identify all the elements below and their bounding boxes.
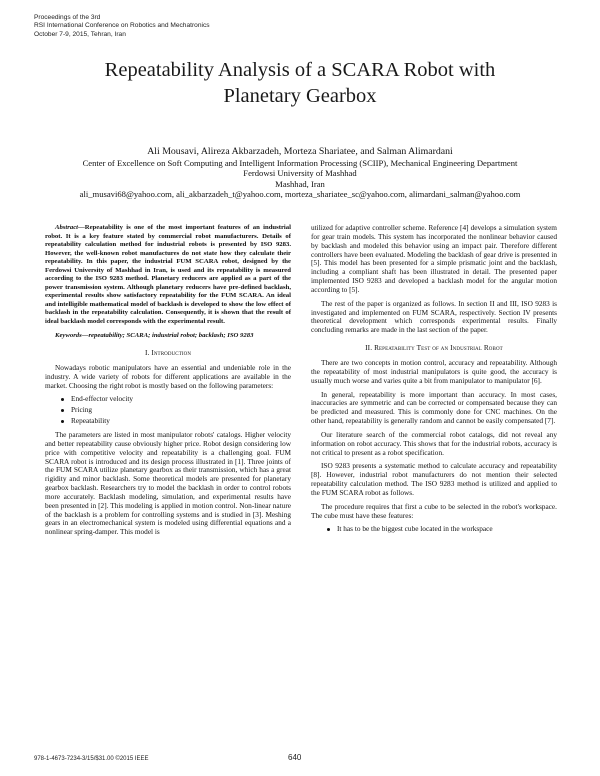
section-heading: I. Introduction xyxy=(144,348,192,358)
header-line: Proceedings of the 3rd xyxy=(34,14,101,21)
keywords: Keywords—repeatability; SCARA; industrial robot; backlash; ISO 9283 xyxy=(55,331,254,339)
list-item: Repeatability xyxy=(61,417,291,426)
paragraph: The procedure requires that first a cube to be selected in the robot's workspace. The cube must have these features: xyxy=(311,501,557,520)
right-column xyxy=(311,224,557,539)
isbn-footer: 978-1-4673-7234-3/15/$31.00 ©2015 IEEE xyxy=(34,756,149,762)
section-heading: II. Repeatability Test of an Industrial Robot xyxy=(365,343,503,353)
header-line: RSI International Conference on Robotics and Mechatronics xyxy=(34,22,210,30)
title-line: Repeatability Analysis of a SCARA Robot with xyxy=(104,59,496,81)
paragraph: There are two concepts in motion control, accuracy and repeatability. Although the repeatability of most industrial manipulators is quite good, the accuracy is usually much worse and varies quite a bit from manipulator to manipulator [6]. xyxy=(311,357,557,385)
list-item: It has to be the biggest cube located in the workspace xyxy=(327,525,557,534)
paragraph: The rest of the paper is organized as follows. In section II and III, ISO 9283 is investigated and implemented on FUM SCARA, respectively. Section IV presents theoretical development which corresponds experimental results. Finally concluding remarks are made in the last section of the paper. xyxy=(311,298,557,335)
paper-title xyxy=(40,57,560,109)
list-item: End-effector velocity xyxy=(61,395,291,404)
header-line: October 7-9, 2015, Tehran, Iran xyxy=(34,30,126,38)
abstract xyxy=(45,224,291,327)
paragraph: Our literature search of the commercial robot catalogs, did not reveal any information on robot accuracy. This shows that for the industrial robots, accuracy is not critical to present as a robot specification. xyxy=(311,429,557,457)
paragraph: utilized for adaptive controller scheme. Reference [4] develops a simulation system for gear train models. This system has incorporated the nonlinear behavior caused by backlash and modeled this behavior using an impact pair. Therefore different controllers have been evaluated. Modeling the backlash of gear drive is presented in [5]. This model has been presented for a simple prismatic joint and the backlash, including a compliant shaft has been illustrated in detail. The presented paper implemented ISO 9283 and developed a backlash model for the angular motion according to [5]. xyxy=(311,223,557,294)
bullet-list xyxy=(311,525,557,534)
city: Mashhad, Iran xyxy=(275,178,325,189)
conference-header xyxy=(34,14,210,39)
page-number: 640 xyxy=(288,753,302,762)
left-column xyxy=(45,224,291,542)
abstract-text: —Repeatability is one of the most important features of an industrial robot. It is a key feature stated by commercial robot manufacturers. Details of repeatability calculation method for industrial robots is presented by ISO 9283. However, the well-known robot manufactures do not state how they calculate their repeatability. In this paper, the industrial FUM SCARA robot, designed by the Ferdowsi University of Mashhad in Iran, is used and its repeatability is measured according to the ISO 9283 method. Planetary reducers are applied as a part of the power transmission system. Although planetary reducers have pre-defined backlash, experimental results show satisfactory repeatability for the FUM SCARA. An ideal and intelligible mathematical model of backlash is developed to show the low effect of backlash in the repeatability calculation. Consequently, it is shown that the result of ideal backlash model corresponds with the experimental result. xyxy=(45,224,291,326)
paragraph: In general, repeatability is more important than accuracy. In most cases, inaccuracies are symmetric and can be corrected or compensated because they can be predicted and measured. This is commonly done for CNC machines. On the other hand, repeatability is generally random and cannot be easily compensated [7]. xyxy=(311,389,557,426)
bullet-list xyxy=(45,395,291,426)
paragraph: The parameters are listed in most manipulator robots' catalogs. Higher velocity and better repeatability cause obviously higher price. Robot design considering low price with competitive velocity and repeatability is a challenging goal. FUM SCARA robot is introduced and its design process illustrated in [1]. Three joints of the FUM SCARA utilize planetary gearbox as their transmission, which has a great rigidity and minor backlash. Some theoretical models are presented for planetary gearbox backlash. Researchers try to model the backlash in order to control robots more accurately. Backlash modeling, simulation, and experimental results have been presented in [2]. This modeling is applied in motion control. Non-linear nature of the backlash is a problem for controlling systems and is studied in [3]. Meshing gears in an electromechanical system is modeled using differential equations and a nonlinear spring-damper. This model is xyxy=(45,430,291,537)
affiliation: Center of Excellence on Soft Computing and Intelligent Information Processing (SCIIP), Mechanical Engineering Department xyxy=(82,158,518,168)
author-names: Ali Mousavi, Alireza Akbarzadeh, Morteza Shariatee, and Salman Alimardani xyxy=(147,146,453,157)
emails: ali_musavi68@yahoo.com, ali_akbarzadeh_t@yahoo.com, morteza_shariatee_sc@yahoo.com, alimardani_salman@yahoo.com xyxy=(79,188,521,199)
paragraph: ISO 9283 presents a systematic method to calculate accuracy and repeatability [8]. However, industrial robot manufacturers do not mention their selected repeatability calculation method. The ISO 9283 method is utilized and applied to the FUM SCARA robot as follows. xyxy=(311,461,557,497)
title-line: Planetary Gearbox xyxy=(223,85,377,107)
list-item: Pricing xyxy=(61,406,291,415)
author-block xyxy=(30,146,570,199)
abstract-lead: Abstract xyxy=(55,224,79,231)
paragraph: Nowadays robotic manipulators have an essential and undeniable role in the industry. A wide variety of robots for different applications are available in the market. Choosing the right robot is mostly based on the following parameters: xyxy=(45,362,291,390)
university: Ferdowsi University of Mashhad xyxy=(243,168,357,179)
